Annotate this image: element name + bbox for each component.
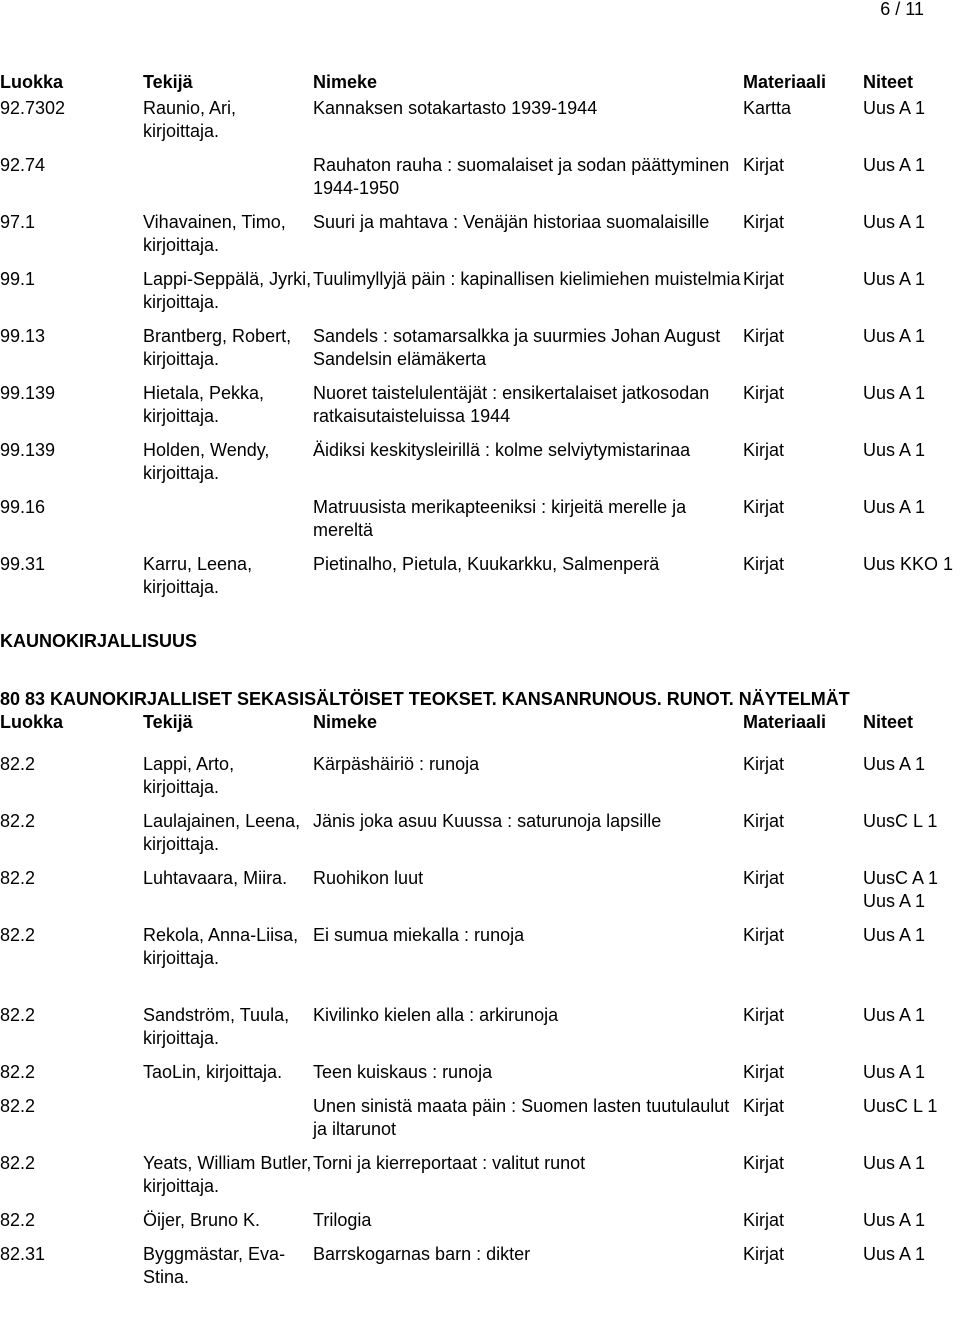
cell-niteet: Uus KKO 1 bbox=[863, 554, 954, 574]
cell-materiaali: Kirjat bbox=[743, 155, 785, 175]
column-header-materiaali: Materiaali bbox=[743, 712, 827, 732]
table-row bbox=[0, 753, 960, 810]
cell-luokka: 82.2 bbox=[0, 868, 36, 888]
page-number: 6 / 11 bbox=[880, 0, 924, 19]
cell-nimeke: Barrskogarnas barn : dikter bbox=[313, 1244, 531, 1264]
cell-tekija: Brantberg, Robert, kirjoittaja. bbox=[143, 326, 292, 369]
cell-niteet: Uus A 1 bbox=[863, 155, 926, 175]
cell-luokka: 99.16 bbox=[0, 497, 46, 517]
cell-luokka: 82.2 bbox=[0, 1153, 36, 1173]
column-header-tekija: Tekijä bbox=[143, 72, 193, 92]
cell-tekija: Karru, Leena, kirjoittaja. bbox=[143, 554, 253, 597]
table-row bbox=[0, 325, 960, 382]
cell-materiaali: Kirjat bbox=[743, 326, 785, 346]
table-row bbox=[0, 1061, 960, 1095]
cell-tekija: Sandström, Tuula, kirjoittaja. bbox=[143, 1005, 290, 1048]
table-row bbox=[0, 1243, 960, 1300]
cell-niteet: Uus A 1 bbox=[863, 440, 926, 460]
cell-nimeke: Torni ja kierreportaat : valitut runot bbox=[313, 1153, 586, 1173]
cell-niteet: Uus A 1 bbox=[863, 383, 926, 403]
cell-niteet: Uus A 1 bbox=[863, 1005, 926, 1025]
cell-materiaali: Kirjat bbox=[743, 1153, 785, 1173]
cell-luokka: 92.74 bbox=[0, 155, 46, 175]
table-row bbox=[0, 382, 960, 439]
catalog-table-1 bbox=[0, 97, 960, 610]
table-row bbox=[0, 97, 960, 154]
column-header-niteet: Niteet bbox=[863, 712, 914, 732]
table-row bbox=[0, 924, 960, 1004]
cell-luokka: 99.31 bbox=[0, 554, 46, 574]
table-row bbox=[0, 1004, 960, 1061]
cell-nimeke: Kivilinko kielen alla : arkirunoja bbox=[313, 1005, 559, 1025]
cell-tekija: Hietala, Pekka, kirjoittaja. bbox=[143, 383, 265, 426]
table-row bbox=[0, 553, 960, 610]
cell-luokka: 99.139 bbox=[0, 383, 56, 403]
column-header-materiaali: Materiaali bbox=[743, 72, 827, 92]
section-title: KAUNOKIRJALLISUUS bbox=[0, 631, 198, 651]
cell-materiaali: Kirjat bbox=[743, 1210, 785, 1230]
cell-nimeke: Jänis joka asuu Kuussa : saturunoja lapsille bbox=[313, 811, 662, 831]
table-row bbox=[0, 439, 960, 496]
cell-niteet: Uus A 1 bbox=[863, 326, 926, 346]
cell-tekija bbox=[143, 154, 313, 211]
cell-nimeke: Sandels : sotamarsalkka ja suurmies Johan August Sandelsin elämäkerta bbox=[313, 326, 721, 369]
cell-tekija: Holden, Wendy, kirjoittaja. bbox=[143, 440, 270, 483]
cell-luokka: 99.13 bbox=[0, 326, 46, 346]
cell-materiaali: Kartta bbox=[743, 98, 792, 118]
cell-luokka: 82.2 bbox=[0, 1062, 36, 1082]
subsection-title: 80 83 KAUNOKIRJALLISET SEKASISÄLTÖISET TEOKSET. KANSANRUNOUS. RUNOT. NÄYTELMÄT bbox=[0, 689, 850, 709]
cell-niteet: Uus A 1 bbox=[863, 497, 926, 517]
cell-luokka: 97.1 bbox=[0, 212, 36, 232]
cell-tekija: Vihavainen, Timo, kirjoittaja. bbox=[143, 212, 286, 255]
cell-nimeke: Tuulimyllyjä päin : kapinallisen kielimiehen muistelmia bbox=[313, 269, 741, 289]
column-header-nimeke: Nimeke bbox=[313, 712, 378, 732]
table-row bbox=[0, 211, 960, 268]
cell-nimeke: Rauhaton rauha : suomalaiset ja sodan päättyminen 1944-1950 bbox=[313, 155, 730, 198]
table-row bbox=[0, 810, 960, 867]
cell-materiaali: Kirjat bbox=[743, 1096, 785, 1116]
cell-materiaali: Kirjat bbox=[743, 811, 785, 831]
column-header-tekija: Tekijä bbox=[143, 712, 193, 732]
cell-materiaali: Kirjat bbox=[743, 212, 785, 232]
cell-niteet: Uus A 1 bbox=[863, 925, 926, 945]
cell-materiaali: Kirjat bbox=[743, 554, 785, 574]
cell-nimeke: Trilogia bbox=[313, 1210, 372, 1230]
cell-niteet: Uus A 1 bbox=[863, 754, 926, 774]
cell-nimeke: Ruohikon luut bbox=[313, 868, 424, 888]
cell-luokka: 82.2 bbox=[0, 811, 36, 831]
cell-materiaali: Kirjat bbox=[743, 383, 785, 403]
cell-materiaali: Kirjat bbox=[743, 868, 785, 888]
cell-niteet: UusC L 1 bbox=[863, 811, 938, 831]
cell-luokka: 82.2 bbox=[0, 925, 36, 945]
cell-niteet: UusC A 1 Uus A 1 bbox=[863, 868, 939, 911]
table-header-1 bbox=[0, 71, 960, 97]
cell-niteet: Uus A 1 bbox=[863, 98, 926, 118]
cell-materiaali: Kirjat bbox=[743, 1005, 785, 1025]
table-row bbox=[0, 1095, 960, 1152]
cell-luokka: 82.2 bbox=[0, 754, 36, 774]
cell-tekija bbox=[143, 496, 313, 553]
table-row bbox=[0, 1209, 960, 1243]
column-header-nimeke: Nimeke bbox=[313, 72, 378, 92]
cell-nimeke: Unen sinistä maata päin : Suomen lasten tuutulaulut ja iltarunot bbox=[313, 1096, 730, 1139]
cell-materiaali: Kirjat bbox=[743, 1062, 785, 1082]
column-header-luokka: Luokka bbox=[0, 712, 64, 732]
cell-tekija: Raunio, Ari, kirjoittaja. bbox=[143, 98, 237, 141]
cell-tekija: Yeats, William Butler, kirjoittaja. bbox=[143, 1153, 312, 1196]
cell-nimeke: Ei sumua miekalla : runoja bbox=[313, 925, 525, 945]
column-header-luokka: Luokka bbox=[0, 72, 64, 92]
cell-tekija: Rekola, Anna-Liisa, kirjoittaja. bbox=[143, 925, 299, 968]
cell-tekija bbox=[143, 1095, 313, 1152]
cell-materiaali: Kirjat bbox=[743, 925, 785, 945]
cell-niteet: Uus A 1 bbox=[863, 1244, 926, 1264]
table-row bbox=[0, 154, 960, 211]
cell-tekija: Laulajainen, Leena, kirjoittaja. bbox=[143, 811, 301, 854]
cell-tekija: Byggmästar, Eva-Stina. bbox=[143, 1244, 286, 1287]
cell-nimeke: Pietinalho, Pietula, Kuukarkku, Salmenperä bbox=[313, 554, 660, 574]
cell-niteet: UusC L 1 bbox=[863, 1096, 938, 1116]
cell-nimeke: Kärpäshäiriö : runoja bbox=[313, 754, 480, 774]
cell-materiaali: Kirjat bbox=[743, 1244, 785, 1264]
cell-nimeke: Nuoret taistelulentäjät : ensikertalaiset jatkosodan ratkaisutaisteluissa 1944 bbox=[313, 383, 710, 426]
table-header-2 bbox=[0, 711, 960, 741]
cell-tekija: Lappi-Seppälä, Jyrki, kirjoittaja. bbox=[143, 269, 312, 312]
cell-materiaali: Kirjat bbox=[743, 754, 785, 774]
cell-tekija: TaoLin, kirjoittaja. bbox=[143, 1062, 283, 1082]
cell-tekija: Luhtavaara, Miira. bbox=[143, 868, 288, 888]
catalog-table-2 bbox=[0, 753, 960, 1300]
cell-materiaali: Kirjat bbox=[743, 269, 785, 289]
cell-nimeke: Suuri ja mahtava : Venäjän historiaa suomalaisille bbox=[313, 212, 710, 232]
cell-luokka: 82.2 bbox=[0, 1210, 36, 1230]
cell-materiaali: Kirjat bbox=[743, 497, 785, 517]
column-header-niteet: Niteet bbox=[863, 72, 914, 92]
cell-luokka: 92.7302 bbox=[0, 98, 66, 118]
cell-luokka: 82.2 bbox=[0, 1005, 36, 1025]
cell-nimeke: Kannaksen sotakartasto 1939-1944 bbox=[313, 98, 598, 118]
cell-niteet: Uus A 1 bbox=[863, 1062, 926, 1082]
table-row bbox=[0, 496, 960, 553]
cell-luokka: 99.1 bbox=[0, 269, 36, 289]
table-row bbox=[0, 1152, 960, 1209]
cell-materiaali: Kirjat bbox=[743, 440, 785, 460]
document-body bbox=[0, 71, 960, 1300]
cell-tekija: Öijer, Bruno K. bbox=[143, 1210, 261, 1230]
cell-nimeke: Äidiksi keskitysleirillä : kolme selviytymistarinaa bbox=[313, 440, 691, 460]
cell-niteet: Uus A 1 bbox=[863, 1210, 926, 1230]
cell-nimeke: Teen kuiskaus : runoja bbox=[313, 1062, 493, 1082]
cell-niteet: Uus A 1 bbox=[863, 1153, 926, 1173]
cell-luokka: 82.2 bbox=[0, 1096, 36, 1116]
cell-niteet: Uus A 1 bbox=[863, 212, 926, 232]
cell-nimeke: Matruusista merikapteeniksi : kirjeitä merelle ja mereltä bbox=[313, 497, 687, 540]
cell-luokka: 99.139 bbox=[0, 440, 56, 460]
cell-niteet: Uus A 1 bbox=[863, 269, 926, 289]
table-row bbox=[0, 268, 960, 325]
table-row bbox=[0, 867, 960, 924]
cell-luokka: 82.31 bbox=[0, 1244, 46, 1264]
cell-tekija: Lappi, Arto, kirjoittaja. bbox=[143, 754, 235, 797]
